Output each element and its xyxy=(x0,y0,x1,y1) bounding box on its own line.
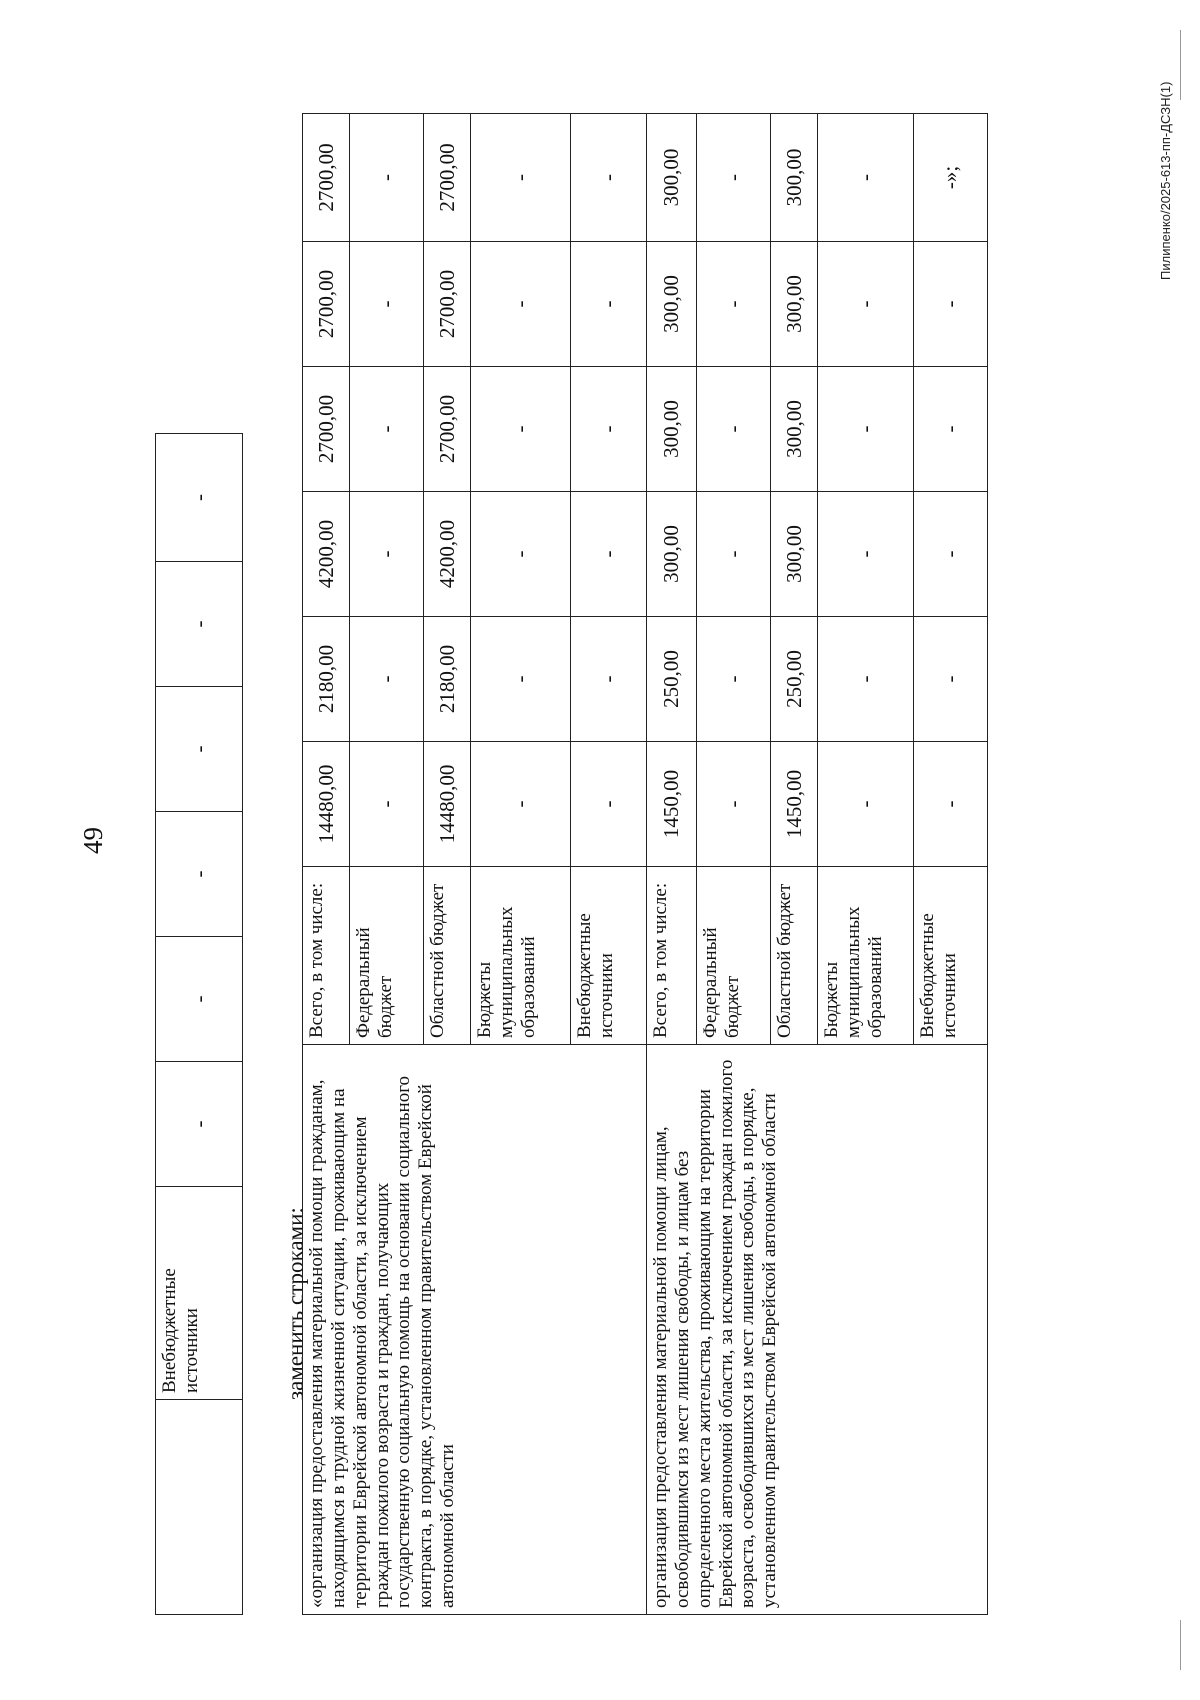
value-cell: - xyxy=(571,617,647,742)
value-cell: - xyxy=(697,742,771,867)
value-cell: - xyxy=(914,492,988,617)
value-cell: 2700,00 xyxy=(303,242,350,367)
value-cell: - xyxy=(156,687,243,812)
source-cell: Всего, в том числе: xyxy=(303,867,350,1045)
value-cell: - xyxy=(571,492,647,617)
value-cell: - xyxy=(350,367,424,492)
value-cell: 2700,00 xyxy=(303,367,350,492)
scan-edge-mark xyxy=(1180,1620,1181,1670)
value-cell: 300,00 xyxy=(647,114,697,242)
value-cell: - xyxy=(914,242,988,367)
value-cell: - xyxy=(350,617,424,742)
value-cell: 4200,00 xyxy=(303,492,350,617)
value-cell: 300,00 xyxy=(647,242,697,367)
value-cell: - xyxy=(156,937,243,1062)
value-cell: 300,00 xyxy=(771,367,818,492)
source-cell: Областной бюджет xyxy=(424,867,471,1045)
source-cell: Областной бюджет xyxy=(771,867,818,1045)
value-cell: - xyxy=(697,492,771,617)
measure-description: организация предоставления материальной помощи лицам, освободившимся из мест лишения свободы, и лицам без определенного места жительства, проживающим на территории Еврейской автономной области, за исключением граждан пожилого возраста, освободившихся из мест лишения свободы, в порядке, установленном правительством Еврейской автономной области xyxy=(647,1045,988,1615)
value-cell: 300,00 xyxy=(647,492,697,617)
source-cell: Федеральный бюджет xyxy=(697,867,771,1045)
scan-edge-mark xyxy=(1180,30,1181,100)
value-cell: - xyxy=(156,434,243,562)
source-cell: Внебюджетные источники xyxy=(914,867,988,1045)
value-cell: 14480,00 xyxy=(424,742,471,867)
value-cell: - xyxy=(350,492,424,617)
table-row xyxy=(156,434,243,1615)
value-cell: 4200,00 xyxy=(424,492,471,617)
value-cell: 2180,00 xyxy=(303,617,350,742)
value-cell: - xyxy=(818,114,914,242)
value-cell: - xyxy=(818,242,914,367)
value-cell: 2700,00 xyxy=(424,367,471,492)
value-cell: - xyxy=(697,367,771,492)
table-row xyxy=(647,114,697,1615)
document-code: Пилипенко/2025-613-пп-ДСЗН(1) xyxy=(1158,81,1173,280)
value-cell: 250,00 xyxy=(647,617,697,742)
value-cell: - xyxy=(818,617,914,742)
value-cell: - xyxy=(156,812,243,937)
value-cell: - xyxy=(471,492,571,617)
value-cell: 1450,00 xyxy=(647,742,697,867)
value-cell: - xyxy=(697,242,771,367)
source-cell: Бюджеты муниципальных образований xyxy=(471,867,571,1045)
value-cell: - xyxy=(471,742,571,867)
value-cell: 300,00 xyxy=(771,492,818,617)
replacement-table xyxy=(302,113,988,1615)
value-cell: - xyxy=(350,242,424,367)
value-cell: 14480,00 xyxy=(303,742,350,867)
source-cell: Бюджеты муниципальных образований xyxy=(818,867,914,1045)
value-cell: - xyxy=(818,492,914,617)
source-cell: Федеральный бюджет xyxy=(350,867,424,1045)
value-cell: - xyxy=(156,1062,243,1187)
value-cell: - xyxy=(471,367,571,492)
value-cell: - xyxy=(914,617,988,742)
replace-label: заменить строками: xyxy=(283,1207,308,1400)
value-cell: 2700,00 xyxy=(303,114,350,242)
value-cell: - xyxy=(571,114,647,242)
source-cell: Внебюджетные источники xyxy=(156,1187,243,1400)
source-cell: Всего, в том числе: xyxy=(647,867,697,1045)
measure-description: «организация предоставления материальной помощи гражданам, находящимся в трудной жизненной ситуации, проживающим на территории Еврейской автономной области, за исключением граждан пожилого возраста и граждан, получающих государственную социальную помощь на основании социального контракта, в порядке, установленном правительством Еврейской автономной области xyxy=(303,1045,647,1615)
empty-cell xyxy=(156,1400,243,1615)
value-cell: 2700,00 xyxy=(424,242,471,367)
value-cell: - xyxy=(350,742,424,867)
source-cell: Внебюджетные источники xyxy=(571,867,647,1045)
value-cell: 1450,00 xyxy=(771,742,818,867)
top-table xyxy=(155,433,243,1615)
value-cell: - xyxy=(471,114,571,242)
value-cell: - xyxy=(571,242,647,367)
value-cell: - xyxy=(471,242,571,367)
value-cell: 250,00 xyxy=(771,617,818,742)
value-cell: 300,00 xyxy=(771,114,818,242)
value-cell: - xyxy=(818,742,914,867)
value-cell: - xyxy=(156,562,243,687)
value-cell: - xyxy=(471,617,571,742)
value-cell: - xyxy=(571,742,647,867)
value-cell: - xyxy=(571,367,647,492)
value-cell: 2700,00 xyxy=(424,114,471,242)
value-cell: 300,00 xyxy=(771,242,818,367)
value-cell: - xyxy=(818,367,914,492)
value-cell: - xyxy=(914,742,988,867)
page-number: 49 xyxy=(78,827,108,854)
table-row xyxy=(303,114,350,1615)
value-cell: 300,00 xyxy=(647,367,697,492)
value-cell: -»; xyxy=(914,114,988,242)
value-cell: - xyxy=(350,114,424,242)
value-cell: 2180,00 xyxy=(424,617,471,742)
value-cell: - xyxy=(697,114,771,242)
value-cell: - xyxy=(914,367,988,492)
value-cell: - xyxy=(697,617,771,742)
